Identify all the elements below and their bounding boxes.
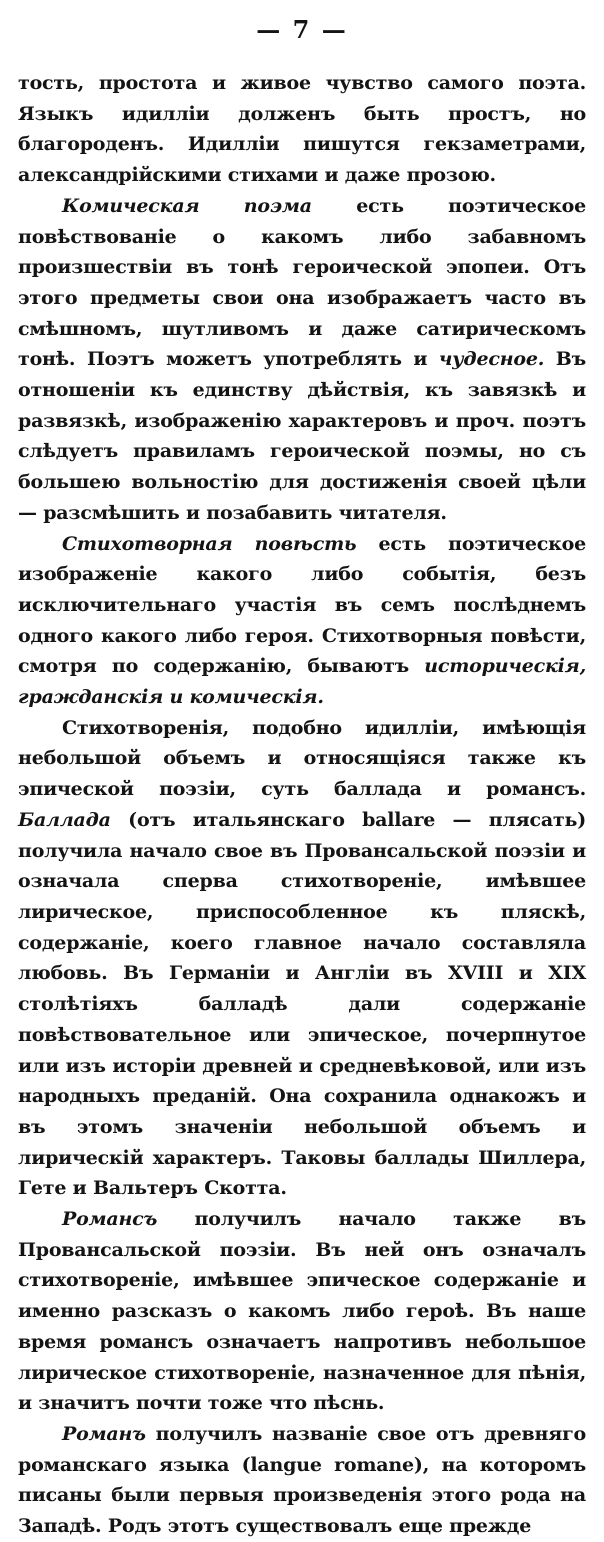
term-miraculous: чудесное. xyxy=(438,348,545,371)
paragraph-text: есть поэтическое изображеніе какого либо событія, безъ исключительнаго участія въ семъ послѣднемъ одного какого либо героя. Стихотворныя повѣсти, смотря по содержанію, бываютъ xyxy=(18,532,586,678)
paragraph-ballad xyxy=(18,713,586,1204)
paragraph-text: Въ отношеніи къ единству дѣйствія, къ завязкѣ и развязкѣ, изображенію характеровъ и проч. поэтъ слѣдуетъ правиламъ героической поэмы, но съ большею вольностію для достиженія своей цѣли — разсмѣшить и позабавить читателя. xyxy=(18,348,586,524)
paragraph-text: тость, простота и живое чувство самого поэта. Языкъ идилліи долженъ быть простъ, но благороденъ. Идилліи пишутся гекзаметрами, александрійскими стихами и даже прозою. xyxy=(18,72,586,187)
paragraph-text: Стихотворенія, подобно идилліи, имѣющія небольшой объемъ и относящіяся также къ эпической поэзіи, суть баллада и романсъ. xyxy=(18,716,586,801)
term-tale-kinds: историческія, гражданскія и комическія. xyxy=(18,655,586,709)
paragraph-verse-tale xyxy=(18,529,586,713)
paragraph-text: есть поэтическое повѣствованіе о какомъ либо забавномъ произшествіи въ тонѣ героической эпопеи. Отъ этого предметы свои она изображаетъ часто въ смѣшномъ, шутливомъ и даже сатирическомъ тонѣ. Поэтъ можетъ употреблять и xyxy=(18,194,586,371)
paragraph-text: получилъ начало также въ Провансальской поэзіи. Въ ней онъ означалъ стихотвореніе, имѣвшее эпическое содержаніе и именно разсказъ о какомъ либо героѣ. Въ наше время романсъ означаетъ напротивъ небольшое лирическое стихотвореніе, назначенное для пѣнія, и значитъ почти тоже что пѣснь. xyxy=(18,1208,586,1415)
page-number: — 7 — xyxy=(256,15,348,44)
paragraph-novel xyxy=(18,1419,586,1542)
paragraph-text: (отъ итальянскаго ballare — плясать) получила начало свое въ Провансальской поэзіи и означала сперва стихотвореніе, имѣвшее лирическое, приспособленное къ пляскѣ, содержаніе, коего главное начало составляла любовь. Въ Германіи и Англіи въ XVIII и XIX столѣтіяхъ балладѣ дали содержаніе повѣствовательное или эпическое, почерпнутое или изъ исторіи древней и средневѣковой, или изъ народныхъ преданій. Она сохранила однакожъ и въ этомъ значеніи небольшой объемъ и лирическій характеръ. Таковы баллады Шиллера, Гете и Вальтеръ Скотта. xyxy=(18,808,586,1200)
term-romance: Романсъ xyxy=(62,1208,158,1231)
term-verse-tale: Стихотворная повѣсть xyxy=(62,532,357,555)
term-ballad: Баллада xyxy=(18,808,111,831)
paragraph-idyll-continued xyxy=(18,68,586,191)
term-comic-poem: Комическая поэма xyxy=(62,194,312,217)
paragraph-text: получилъ названіе свое отъ древняго романскаго языка (langue romane), на которомъ писаны были первыя произведенія этого рода на Западѣ. Родъ этотъ существовалъ еще прежде xyxy=(18,1422,586,1538)
paragraph-comic-poem xyxy=(18,191,586,529)
paragraph-romance xyxy=(18,1204,586,1419)
term-novel: Романъ xyxy=(62,1422,146,1445)
